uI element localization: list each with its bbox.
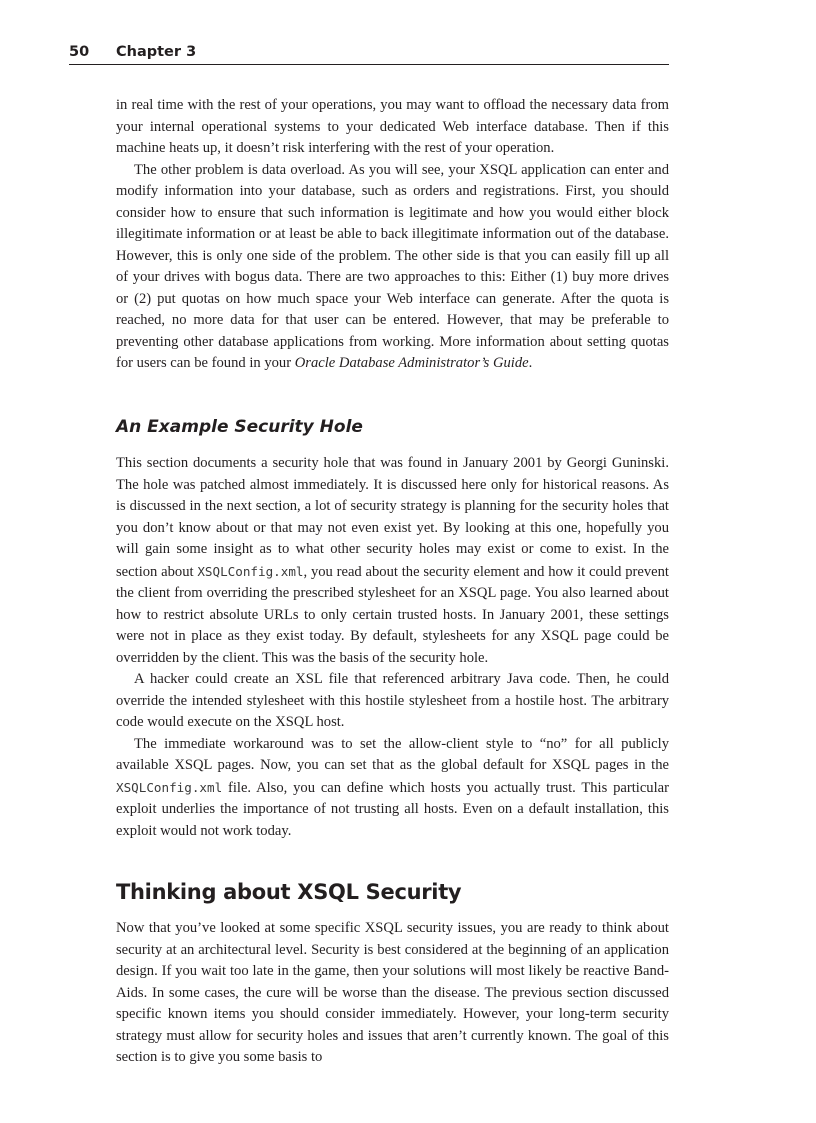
running-header (69, 42, 669, 65)
section-heading-example-security-hole: An Example Security Hole (116, 417, 363, 437)
code-filename: XSQLConfig.xml (116, 779, 223, 795)
paragraph: in real time with the rest of your operations, you may want to offload the necessary data from your internal operational systems to your dedicated Web interface database. Then if this machine heats up, it doesn’t risk interfering with the rest of your operation. (116, 97, 669, 156)
section-security-hole-text (116, 453, 669, 842)
paragraph (116, 453, 669, 669)
paragraph: Now that you’ve looked at some specific XSQL security issues, you are ready to think about security at an architectural level. Security is best considered at the beginning of an application design. If you wait too late in the game, then your solutions will most likely be reactive Band-Aids. In some cases, the cure will be worse than the disease. The previous section discussed specific known items you should consider immediately. However, your long-term security strategy must allow for security holes and issues that aren’t currently known. The goal of this section is to give you some basis to (116, 920, 669, 1065)
paragraph-text: . (528, 355, 533, 371)
section-capacity-text (116, 95, 669, 375)
paragraph-text: The immediate workaround was to set the allow-client style to “no” for all publicly available XSQL pages. Now, you can set that as the global default for XSQL pages in the (116, 735, 669, 773)
paragraph-text: This section documents a security hole that was found in January 2001 by Georgi Guninski. The hole was patched almost immediately. It is discussed here only for historical reasons. As is discussed in the next section, a lot of security strategy is planning for the security holes that you don’t know about or that may not even exist yet. By looking at this one, hopefully you will gain some insight as to what other security holes may exist or come to exist. In the section about (116, 455, 669, 580)
paragraph-text: file. Also, you can define which hosts you actually trust. This particular exploit underlies the importance of not trusting all hosts. Even on a default installation, this exploit would not work today. (116, 779, 669, 839)
section-heading-thinking-about-xsql-security: Thinking about XSQL Security (116, 880, 462, 904)
paragraph (116, 160, 669, 375)
book-title: Oracle Database Administrator’s Guide (294, 355, 529, 371)
paragraph (116, 734, 669, 843)
chapter-label: Chapter 3 (116, 44, 197, 60)
paragraph-text: , you read about the security element and how it could prevent the client from overriding the prescribed stylesheet for an XSQL page. You also learned about how to restrict absolute URLs to only certain trusted hosts. In January 2001, these settings were not in place as they exist today. By default, stylesheets for any XSQL page could be overridden by the client. This was the basis of the security hole. (116, 563, 669, 666)
section-thinking-text (116, 918, 669, 1069)
paragraph: A hacker could create an XSL file that referenced arbitrary Java code. Then, he could override the intended stylesheet with this hostile stylesheet from a hostile host. The arbitrary code would execute on the XSQL host. (116, 671, 669, 730)
paragraph-text: The other problem is data overload. As you will see, your XSQL application can enter and modify information into your database, such as orders and registrations. First, you should consider how to ensure that such information is legitimate and how you would either block illegitimate information or at least be able to back illegitimate information out of the database. However, this is only one side of the problem. The other side is that you can easily fill up all of your drives with bogus data. There are two approaches to this: Either (1) buy more drives or (2) put quotas on how much space your Web interface can generate. After the quota is reached, no more data for that user can be entered. However, that may be preferable to preventing other database applications from working. More information about setting quotas for users can be found in your (116, 161, 669, 371)
page-number: 50 (69, 44, 90, 60)
code-filename: XSQLConfig.xml (197, 563, 304, 579)
